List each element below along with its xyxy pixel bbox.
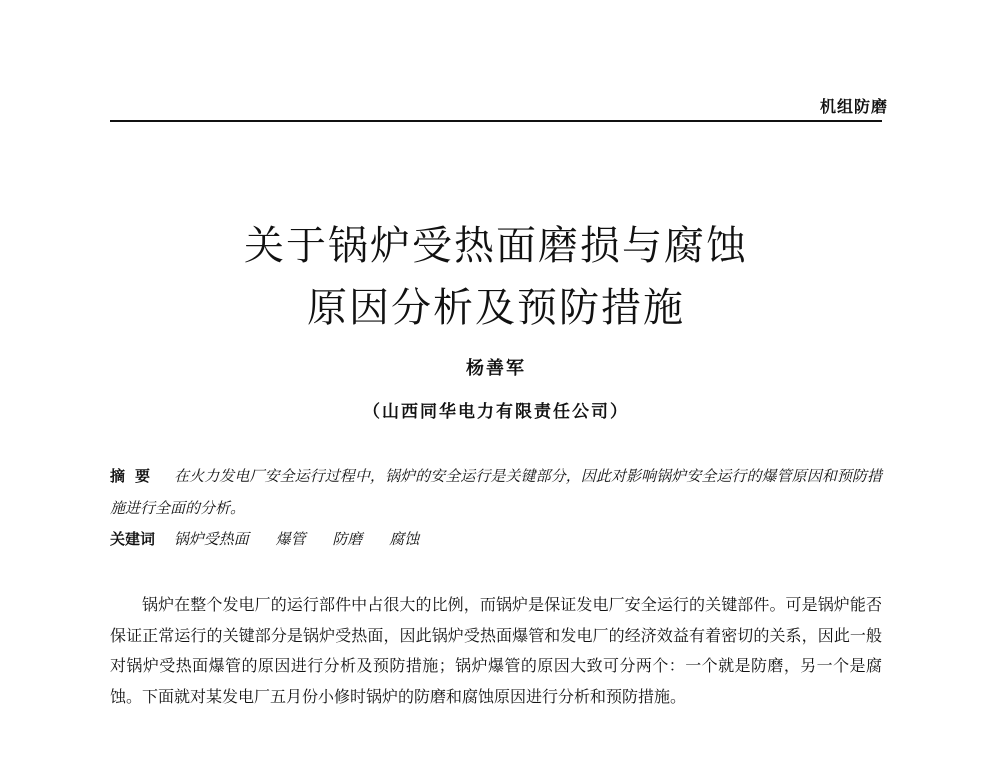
body-paragraph: 锅炉在整个发电厂的运行部件中占很大的比例，而锅炉是保证发电厂安全运行的关键部件。可是锅炉能否保证正常运行的关键部分是锅炉受热面，因此锅炉受热面爆管和发电厂的经济效益有着密切的关系，因此一般对锅炉受热面爆管的原因进行分析及预防措施；锅炉爆管的原因大致可分两个：一个就是防磨，另一个是腐蚀。下面就对某发电厂五月份小修时锅炉的防磨和腐蚀原因进行分析和预防措施。: [110, 595, 882, 706]
abstract-label: 摘要: [110, 467, 161, 485]
keyword: 爆管: [275, 530, 306, 548]
abstract-text: 在火力发电厂安全运行过程中，锅炉的安全运行是关键部分，因此对影响锅炉安全运行的爆管原因和预防措施进行全面的分析。: [110, 467, 882, 517]
section-label: 机组防磨: [819, 97, 888, 116]
author: 杨善军: [466, 358, 526, 379]
keywords-label: 关建词: [110, 530, 156, 548]
article-title: [110, 215, 882, 339]
title-line-1: 关于锅炉受热面磨损与腐蚀: [244, 223, 748, 269]
keyword: 防磨: [332, 530, 363, 548]
abstract: [110, 460, 882, 524]
header-rule: [110, 120, 882, 122]
affiliation: （山西同华电力有限责任公司）: [363, 402, 629, 422]
keyword: 腐蚀: [389, 530, 420, 548]
keywords: [110, 524, 882, 554]
title-line-2: 原因分析及预防措施: [307, 285, 685, 331]
keyword: 锅炉受热面: [173, 530, 249, 548]
